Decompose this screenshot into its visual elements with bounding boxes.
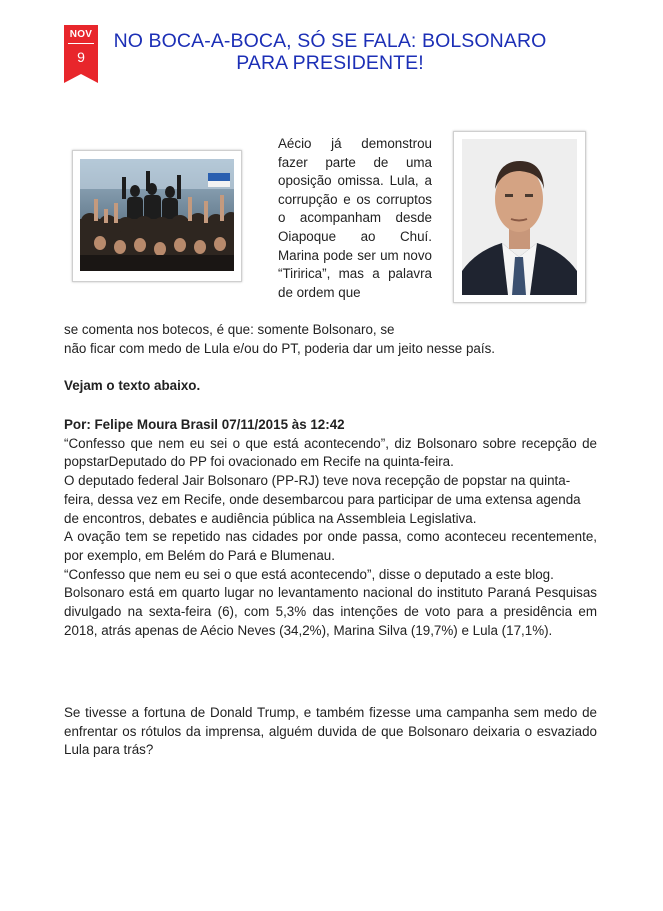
- article-paragraph: O deputado federal Jair Bolsonaro (PP-RJ) teve nova recepção de popstar na quinta-feira, dessa vez em Recife, onde desembarcou para participar de uma extensa agenda de encontros, debates e audiência pública na Assembleia Legislativa.: [64, 473, 581, 526]
- date-divider: [68, 43, 94, 44]
- portrait-photo-image: [462, 139, 577, 295]
- bolsonaro-portrait: [453, 131, 586, 303]
- article-paragraph: “Confesso que nem eu sei o que está acontecendo”, disse o deputado a este blog.: [64, 566, 554, 582]
- date-badge: [64, 25, 98, 83]
- intro-wrapped-text: Aécio já demonstrou fazer parte de uma oposição omissa. Lula, a corrupção e os corruptos o acompanham desde Oiapoque ao Chuí. Marina pode ser um novo “Tiririca”, mas a palavra de ordem que: [278, 136, 432, 300]
- article-closing: Se tivesse a fortuna de Donald Trump, e também fizesse uma campanha sem medo de enfrentar os rótulos da imprensa, alguém duvida de que Bolsonaro deixaria o esvaziado Lula para trás?: [64, 705, 597, 758]
- article-paragraph: “Confesso que nem eu sei o que está acontecendo”, diz Bolsonaro sobre recepção de popstarDeputado do PP foi ovacionado em Recife na quinta-feira.: [64, 435, 597, 470]
- article-byline: Por: Felipe Moura Brasil 07/11/2015 às 12:42: [64, 417, 345, 432]
- post-title[interactable]: NO BOCA-A-BOCA, SÓ SE FALA: BOLSONARO PARA PRESIDENTE!: [113, 30, 547, 74]
- intro-line-1: se comenta nos botecos, é que: somente Bolsonaro, se: [64, 322, 395, 337]
- see-text-heading: Vejam o texto abaixo.: [64, 378, 201, 393]
- crowd-photo-image: [80, 159, 234, 271]
- article-paragraph: Bolsonaro está em quarto lugar no levantamento nacional do instituto Paraná Pesquisas divulgado na sexta-feira (6), com 5,3% das intenções de voto para a presidência em 2018, atrás apenas de Aécio Neves (34,2%), Marina Silva (19,7%) e Lula (17,1%).: [64, 585, 597, 638]
- article-body: [64, 416, 597, 640]
- date-day: 9: [77, 49, 85, 65]
- date-month: NOV: [69, 29, 93, 40]
- intro-line-2: não ficar com medo de Lula e/ou do PT, poderia dar um jeito nesse país.: [64, 340, 495, 356]
- crowd-photo: [72, 150, 242, 282]
- intro-rest-text: [64, 321, 599, 358]
- article-paragraph: A ovação tem se repetido nas cidades por onde passa, como aconteceu recentemente, por exemplo, em Belém do Pará e Blumenau.: [64, 529, 597, 563]
